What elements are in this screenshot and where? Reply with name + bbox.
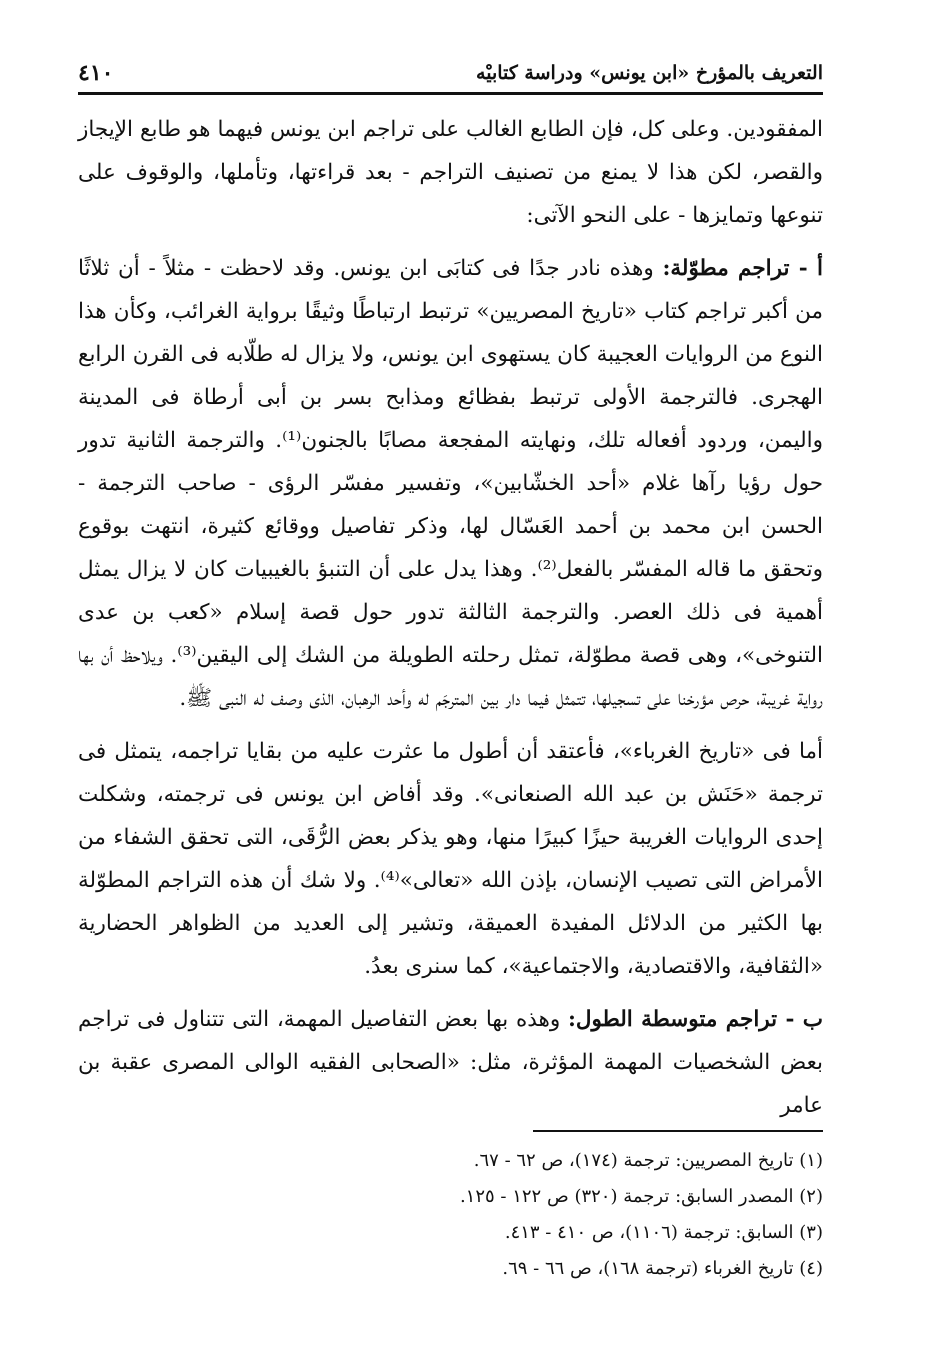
paragraph-text: أما فى «تاريخ الغرباء»، فأعتقد أن أطول ما عثرت عليه من بقايا تراجمه، يتمثل فى ترجمة «حَنَش بن عبد الله الصنعانى». وقد أفاض ابن يونس فى ترجمته، وشكلت إحدى الروايات الغريبة حيزًا كبيرًا منها، وهو يذكر بعض الرُّقَى، التى تحقق الشفاء من الأمراض التى تصيب الإنسان، بإذن الله «تعالى»⁽⁴⁾. ولا شك أن هذه التراجم المطوّلة بها الكثير من الدلائل المفيدة العميقة، وتشير إلى العديد من الظواهر الحضارية «الثقافية، والاقتصادية، والاجتماعية»، كما سنرى بعدُ.	[78, 739, 824, 979]
paragraph-strangers-history	[78, 730, 823, 988]
footnotes	[78, 1143, 823, 1287]
footnote-2: (٢) المصدر السابق: ترجمة (٣٢٠) ص ١٢٢ - ١٢٥.	[459, 1186, 823, 1207]
main-text	[78, 108, 823, 1127]
paragraph-long-biographies	[78, 247, 823, 720]
section-heading-long: أ - تراجم مطوّلة:	[662, 256, 823, 281]
running-header	[78, 54, 823, 95]
section-heading-medium: ب - تراجم متوسطة الطول:	[567, 1007, 824, 1032]
footnote-4: (٤) تاريخ الغرباء (ترجمة ١٦٨)، ص ٦٦ - ٦٩.	[502, 1258, 823, 1279]
footnote-separator	[533, 1130, 823, 1132]
footnote-1: (١) تاريخ المصريين: ترجمة (١٧٤)، ص ٦٢ - ٦٧.	[473, 1150, 823, 1171]
page-number: ٤١٠	[78, 60, 114, 86]
paragraph-text: وهذه بها بعض التفاصيل المهمة، التى تتناول فى تراجم بعض الشخصيات المهمة المؤثرة، مثل: «الصحابى الفقيه الوالى المصرى عقبة بن عامر	[78, 1007, 823, 1118]
paragraph-medium-biographies	[78, 998, 823, 1127]
footnote-3: (٣) السابق: ترجمة (١١٠٦)، ص ٤١٠ - ٤١٣.	[504, 1222, 823, 1243]
paragraph-intro	[78, 108, 823, 237]
paragraph-text: المفقودين. وعلى كل، فإن الطابع الغالب على تراجم ابن يونس فيهما هو طابع الإيجاز والقصر، لكن هذا لا يمنع من تصنيف التراجم - بعد قراءتها، وتأملها، والوقوف على تنوعها وتمايزها - على النحو الآتى:	[78, 117, 823, 228]
running-title: التعريف بالمؤرخ «ابن يونس» ودراسة كتابيْه	[476, 62, 823, 84]
paragraph-text: وهذه نادر جدًا فى كتابَى ابن يونس. وقد لاحظت - مثلاً - أن ثلاثًا من أكبر تراجم كتاب «تاريخ المصريين» ترتبط ارتباطًا وثيقًا برواية الغرائب، وكأن هذا النوع من الروايات العجيبة كان يستهوى ابن يونس، ولا يزال له طلّابه فى القرن الرابع الهجرى. فالترجمة الأولى ترتبط بفظائع ومذابح بسر بن أبى أرطاة فى المدينة واليمن، وردود أفعاله تلك، ونهايته المفجعة مصابًا بالجنون⁽¹⁾. والترجمة الثانية تدور حول رؤيا رآها غلام «أحد الخشّابين»، وتفسير مفسّر الرؤى - صاحب الترجمة - الحسن ابن محمد بن أحمد العَسّال لها، وذكر تفاصيل ووقائع كثيرة، انتهت بوقوع وتحقق ما قاله المفسّر بالفعل⁽²⁾. وهذا يدل على أن التنبؤ بالغيبيات كان لا يزال يمثل أهمية فى ذلك العصر. والترجمة الثالثة تدور حول قصة إسلام «كعب بن عدى التنوخى»، وهى قصة مطوّلة، تمثل رحلته الطويلة من الشك إلى اليقين⁽³⁾. ويلاحظ أن بها رواية غريبة، حرص مؤرخنا على تسجيلها، تتمثل فيما دار بين المترجَم له وأحد الرهبان، الذى وصف له النبى ﷺ.	[78, 256, 823, 711]
